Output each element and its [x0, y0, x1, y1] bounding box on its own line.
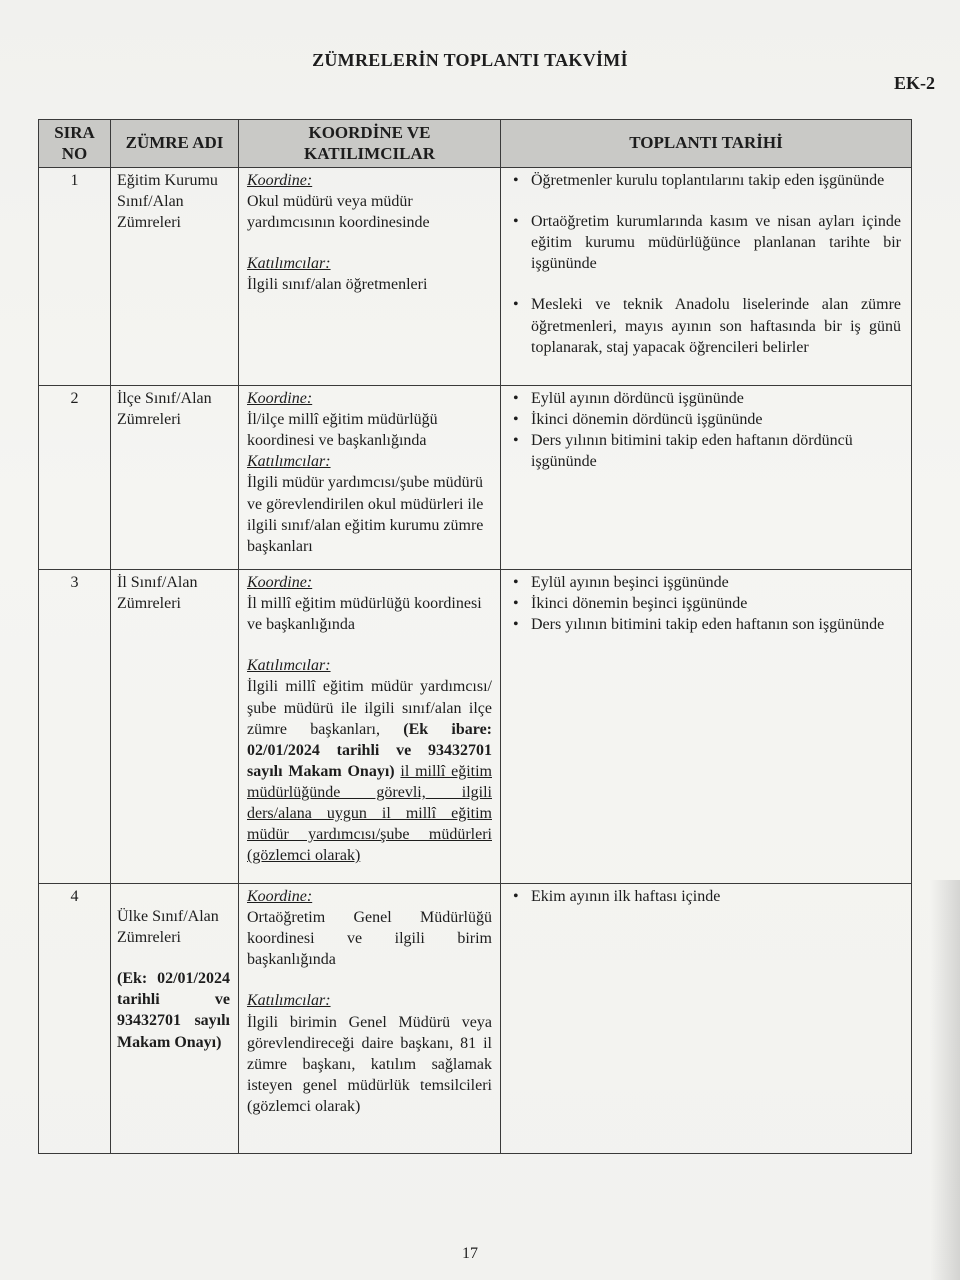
list-item: • Ders yılının bitimini takip eden haftanın son işgününde: [509, 614, 901, 635]
list-item: • Eylül ayının dördüncü işgününde: [509, 388, 901, 409]
zumre-name-cell: [111, 884, 239, 1154]
koordine-text: İl millî eğitim müdürlüğü koordinesi ve başkanlığında: [247, 595, 482, 634]
meeting-schedule-table: [38, 119, 912, 1154]
header-toplanti-tarihi: TOPLANTI TARİHİ: [501, 120, 912, 168]
koordine-label: Koordine:: [247, 574, 313, 591]
zumre-name: İlçe Sınıf/Alan Zümreleri: [111, 386, 239, 570]
coordinators-cell: [239, 386, 501, 570]
amendment-note: (Ek ibare: 02/01/2024 tarihli ve 93432701 sayılı Makam Onayı): [247, 720, 493, 780]
document-title: ZÜMRELERİN TOPLANTI TAKVİMİ: [312, 50, 628, 70]
katilimcilar-label: Katılımcılar:: [247, 255, 331, 273]
koordine-text: İl/ilçe millî eğitim müdürlüğü koordinesi ve başkanlığında: [247, 411, 438, 450]
list-item: • Ekim ayının ilk haftası içinde: [509, 886, 901, 907]
annex-label: EK-2: [893, 73, 935, 93]
date-list: [509, 388, 901, 472]
meeting-dates-cell: [501, 386, 912, 570]
koordine-text: Ortaöğretim Genel Müdürlüğü koordinesi ve ilgili birim başkanlığında: [247, 909, 492, 969]
katilimcilar-text: İlgili birimin Genel Müdürü veya görevlendireceği daire başkanı, 81 il zümre başkanı, katılım sağlamak isteyen genel müdürlük temsilcileri (gözlemci olarak): [247, 1013, 492, 1115]
row-number: 3: [39, 570, 111, 884]
list-item: • Eylül ayının beşinci işgününde: [509, 572, 901, 593]
koordine-label: Koordine:: [247, 172, 313, 189]
row-number: 2: [39, 386, 111, 570]
list-item: • Mesleki ve teknik Anadolu liselerinde alan zümre öğretmenleri, mayıs ayının son haftasında bir iş günü toplanarak, staj yapacak öğrencileri belirler: [509, 294, 901, 357]
list-item: • İkinci dönemin beşinci işgününde: [509, 593, 901, 614]
katilimcilar-label: Katılımcılar:: [247, 453, 331, 471]
table-header-row: [39, 120, 912, 168]
date-list: [509, 170, 901, 358]
list-item: • İkinci dönemin dördüncü işgününde: [509, 409, 901, 430]
katilimcilar-label: Katılımcılar:: [247, 657, 331, 675]
list-item: • Ortaöğretim kurumlarında kasım ve nisan ayları içinde eğitim kurumu müdürlüğünce planlanan tarihte bir işgününde: [509, 211, 901, 274]
header-koordine: KOORDİNE VE KATILIMCILAR: [239, 120, 501, 168]
koordine-label: Koordine:: [247, 390, 313, 407]
row-number: 4: [39, 884, 111, 1154]
date-list: [509, 886, 901, 907]
katilimcilar-text: İlgili sınıf/alan öğretmenleri: [247, 276, 428, 294]
coordinators-cell: [239, 168, 501, 386]
zumre-name: Eğitim Kurumu Sınıf/Alan Zümreleri: [111, 168, 239, 386]
katilimcilar-text: İlgili millî eğitim müdür yardımcısı/şube müdürü ile ilgili sınıf/alan ilçe zümre başkanları,: [247, 678, 492, 738]
katilimcilar-label: Katılımcılar:: [247, 992, 331, 1010]
coordinators-cell: [239, 570, 501, 884]
list-item: • Ders yılının bitimini takip eden haftanın dördüncü işgününde: [509, 430, 901, 472]
header-sira-no: SIRA NO: [39, 120, 111, 168]
header-zumre-adi: ZÜMRE ADI: [111, 120, 239, 168]
zumre-name: İl Sınıf/Alan Zümreleri: [111, 570, 239, 884]
page-number: 17: [462, 1245, 478, 1262]
amended-text: il millî eğitim müdürlüğünde görevli, ilgili ders/alana uygun il millî eğitim müdür yardımcısı/şube müdürleri (gözlemci olarak): [247, 762, 492, 865]
meeting-dates-cell: [501, 168, 912, 386]
list-item: • Öğretmenler kurulu toplantılarını takip eden işgününde: [509, 170, 901, 191]
table-row: [39, 386, 912, 570]
table-row: [39, 884, 912, 1154]
page-edge-shadow: [930, 880, 960, 1280]
table-row: [39, 570, 912, 884]
coordinators-cell: [239, 884, 501, 1154]
table-row: [39, 168, 912, 386]
zumre-name: Ülke Sınıf/Alan Zümreleri: [117, 908, 219, 947]
meeting-dates-cell: [501, 570, 912, 884]
meeting-dates-cell: [501, 884, 912, 1154]
koordine-label: Koordine:: [247, 888, 313, 905]
amendment-note: (Ek: 02/01/2024 tarihli ve 93432701 sayılı Makam Onayı): [117, 970, 230, 1051]
katilimcilar-text-block: [247, 676, 492, 866]
katilimcilar-text: İlgili müdür yardımcısı/şube müdürü ve görevlendirilen okul müdürleri ile ilgili sınıf/alan eğitim kurumu zümre başkanları: [247, 474, 484, 555]
date-list: [509, 572, 901, 635]
koordine-text: Okul müdürü veya müdür yardımcısının koordinesinde: [247, 193, 430, 232]
row-number: 1: [39, 168, 111, 386]
